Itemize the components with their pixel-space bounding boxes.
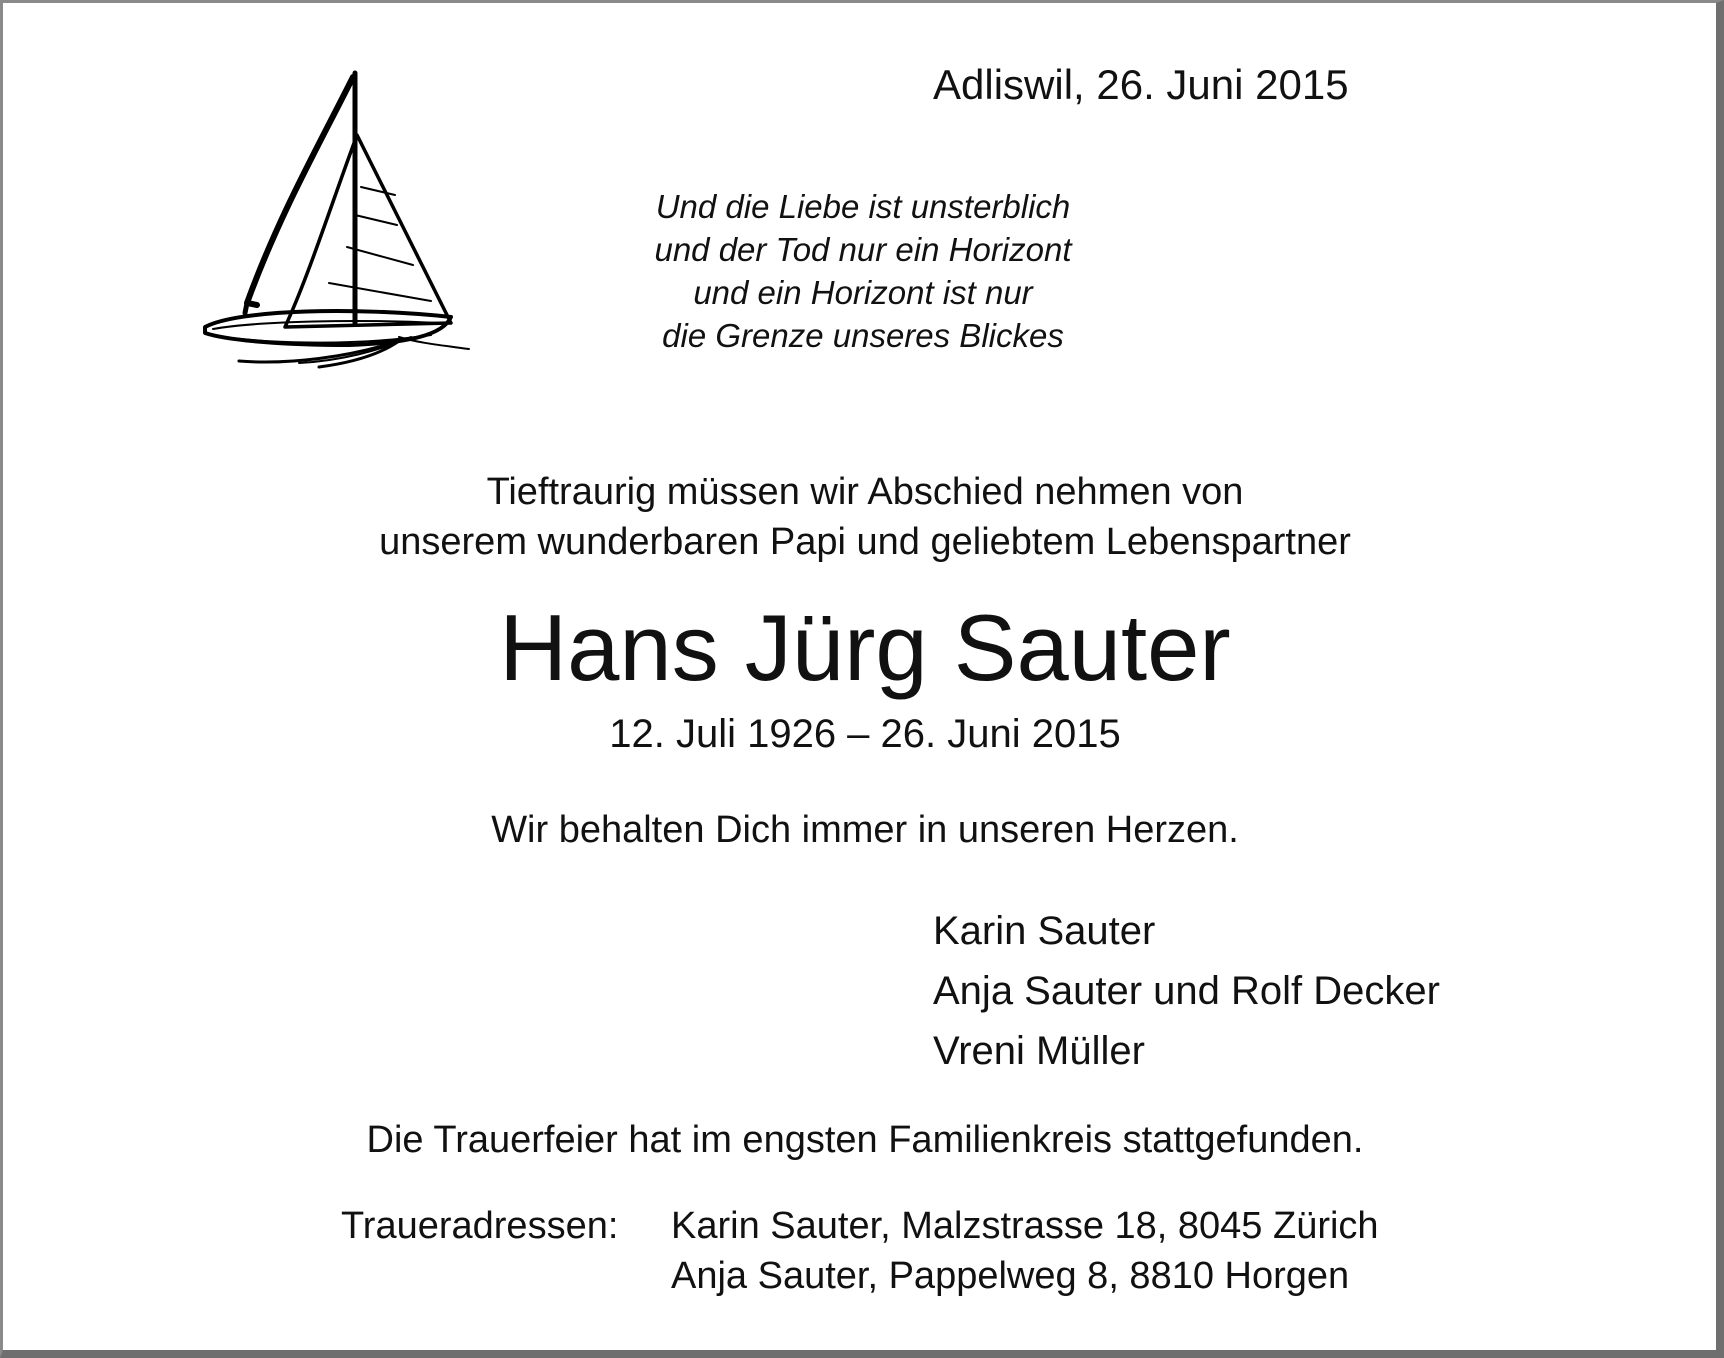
- place-date: Adliswil, 26. Juni 2015: [933, 61, 1349, 108]
- ceremony-text: Die Trauerfeier hat im engsten Familienkreis stattgefunden.: [366, 1119, 1364, 1161]
- intro-text: [265, 467, 1465, 567]
- intro-line: unserem wunderbaren Papi und geliebtem Lebenspartner: [379, 521, 1351, 563]
- addresses-label: Traueradressen:: [341, 1205, 619, 1247]
- mourner-name: Karin Sauter: [933, 909, 1156, 953]
- mourners-list: [933, 901, 1440, 1081]
- addresses-list: [671, 1201, 1379, 1301]
- mourner-name: Vreni Müller: [933, 1029, 1145, 1073]
- quote-verse: [563, 185, 1163, 357]
- quote-line: Und die Liebe ist unsterblich: [655, 188, 1071, 225]
- address-line: Karin Sauter, Malzstrasse 18, 8045 Zürich: [671, 1205, 1379, 1247]
- mourner-name: Anja Sauter und Rolf Decker: [933, 969, 1440, 1013]
- deceased-name: Hans Jürg Sauter: [499, 595, 1231, 700]
- quote-line: und der Tod nur ein Horizont: [654, 231, 1072, 268]
- quote-line: und ein Horizont ist nur: [693, 274, 1033, 311]
- life-dates: 12. Juli 1926 – 26. Juni 2015: [609, 712, 1121, 756]
- sailboat-icon: [199, 65, 489, 405]
- address-line: Anja Sauter, Pappelweg 8, 8810 Horgen: [671, 1255, 1350, 1297]
- intro-line: Tieftraurig müssen wir Abschied nehmen von: [486, 471, 1244, 513]
- quote-line: die Grenze unseres Blickes: [662, 317, 1064, 354]
- farewell-text: Wir behalten Dich immer in unseren Herzen.: [491, 809, 1239, 851]
